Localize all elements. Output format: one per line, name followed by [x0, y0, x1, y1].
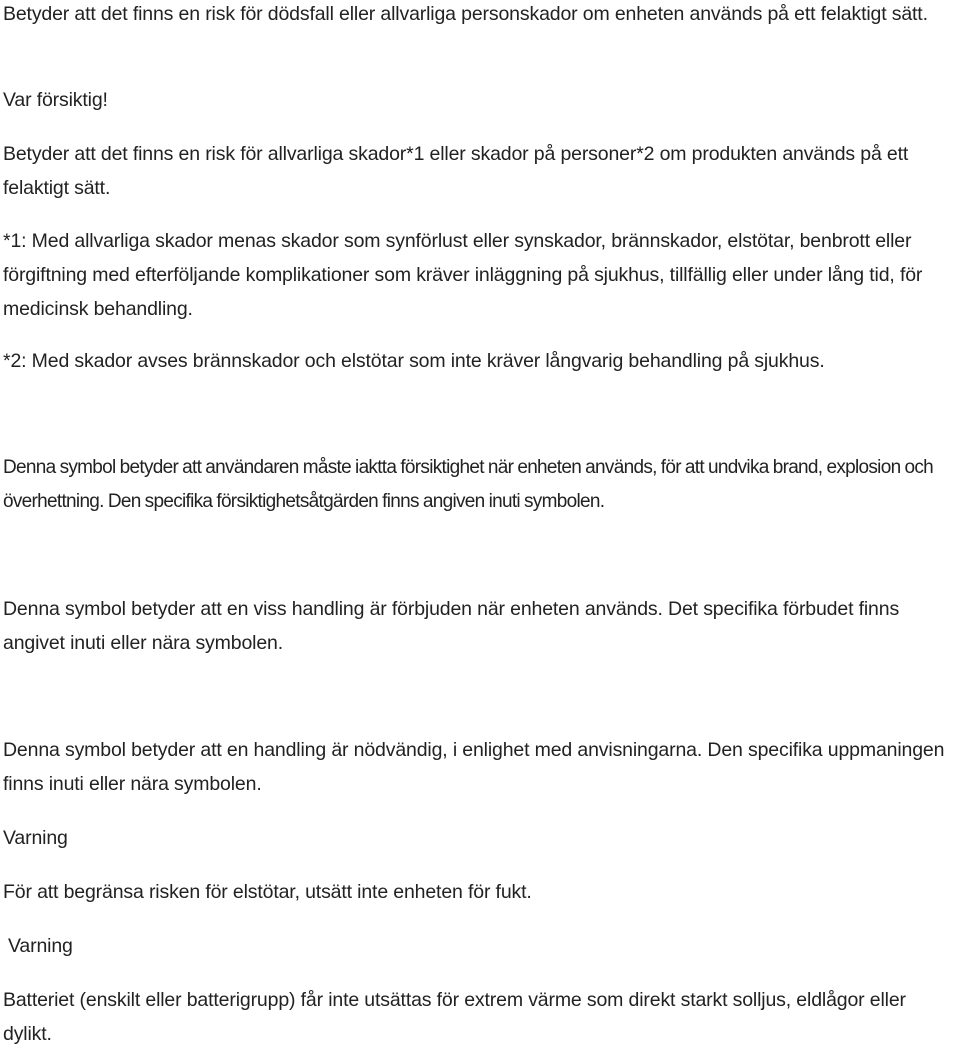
- prohibition-symbol-description: Denna symbol betyder att en viss handling är förbjuden när enheten används. Det specifika förbudet finns angivet inuti eller nära symbolen.: [3, 598, 900, 654]
- danger-description: Betyder att det finns en risk för dödsfall eller allvarliga personskador om enheten används på ett felaktigt sätt.: [3, 3, 928, 25]
- warning-heading-2: Varning: [8, 935, 73, 957]
- mandatory-symbol-description: Denna symbol betyder att en handling är nödvändig, i enlighet med anvisningarna. Den specifika uppmaningen finns inuti eller nära symbolen.: [3, 739, 945, 795]
- caution-heading: Var försiktig!: [3, 89, 108, 111]
- footnote-2: *2: Med skador avses brännskador och elstötar som inte kräver långvarig behandling på sjukhus.: [3, 350, 825, 372]
- moisture-warning-text: För att begränsa risken för elstötar, utsätt inte enheten för fukt.: [3, 881, 532, 903]
- footnote-1: *1: Med allvarliga skador menas skador som synförlust eller synskador, brännskador, elstötar, benbrott eller förgiftning med efterföljande komplikationer som kräver inläggning på sjukhus, tillfällig eller under lång tid, för medicinsk behandling.: [3, 230, 923, 320]
- caution-symbol-description: Denna symbol betyder att användaren måste iaktta försiktighet när enheten används, för att undvika brand, explosion och överhettning. Den specifika försiktighetsåtgärden finns angiven inuti symbolen.: [3, 457, 934, 512]
- caution-description: Betyder att det finns en risk för allvarliga skador*1 eller skador på personer*2 om produkten används på ett felaktigt sätt.: [3, 143, 909, 199]
- battery-warning-text: Batteriet (enskilt eller batterigrupp) får inte utsättas för extrem värme som direkt starkt solljus, eldlågor eller dylikt.: [3, 989, 906, 1045]
- warning-heading-1: Varning: [3, 827, 68, 849]
